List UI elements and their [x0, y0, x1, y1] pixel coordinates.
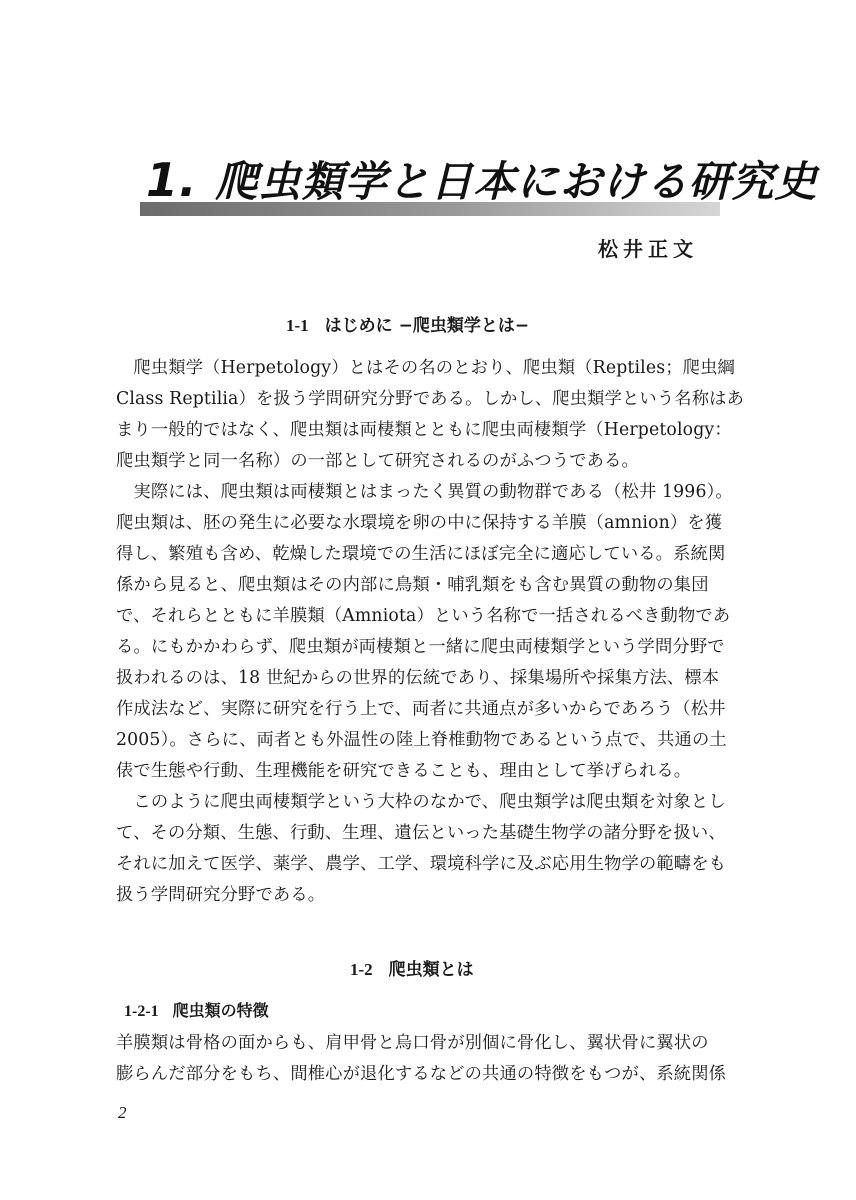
body-line: それに加えて医学、薬学、農学、工学、環境科学に及ぶ応用生物学の範疇をも — [116, 854, 727, 874]
section-number: 1-2 — [350, 960, 373, 979]
body-line: このように爬虫両棲類学という大枠のなかで、爬虫類学は爬虫類を対象とし — [116, 792, 726, 812]
page-number: 2 — [118, 1103, 127, 1122]
section-number: 1-1 — [286, 316, 309, 335]
body-line: 実際には、爬虫類は両棲類とはまったく異質の動物群である（松井 1996）。 — [116, 482, 733, 502]
body-line: 爬虫類学（Herpetology）とはその名のとおり、爬虫類（Reptiles；爬虫綱 — [116, 358, 735, 378]
chapter-title-text: 爬虫類学と日本における研究史 — [215, 157, 818, 206]
chapter-title — [146, 152, 818, 210]
body-line: 得し、繁殖も含め、乾燥した環境での生活にほぼ完全に適応している。系統関 — [116, 544, 726, 564]
subsection-number: 1-2-1 — [124, 1003, 159, 1020]
section-heading-1-2 — [350, 958, 474, 982]
section-heading-1-1 — [286, 314, 529, 338]
body-line: る。にもかかわらず、爬虫類が両棲類と一緒に爬虫両棲類学という学問分野で — [116, 637, 725, 657]
body-line: 2005）。さらに、両者とも外温性の陸上脊椎動物であるという点で、共通の土 — [116, 730, 727, 750]
body-line: で、それらとともに羊膜類（Amniota）という名称で一括されるべき動物であ — [116, 606, 731, 626]
section-title: 爬虫類とは — [388, 960, 474, 980]
section-title: はじめに −爬虫類学とは− — [324, 316, 530, 336]
body-line: Class Reptilia）を扱う学問研究分野である。しかし、爬虫類学という名称はあ — [116, 389, 745, 409]
body-line: 作成法など、実際に研究を行う上で、両者に共通点が多いからであろう（松井 — [116, 699, 726, 719]
subsection-title: 爬虫類の特徴 — [172, 1001, 269, 1020]
body-line: 爬虫類学と同一名称）の一部として研究されるのがふつうである。 — [116, 451, 639, 471]
body-line: 爬虫類は、胚の発生に必要な水環境を卵の中に保持する羊膜（amnion）を獲 — [116, 513, 723, 533]
body-line: 膨らんだ部分をもち、間椎心が退化するなどの共通の特徴をもつが、系統関係 — [116, 1064, 727, 1084]
author-name: 松井正文 — [598, 237, 698, 261]
body-line: 扱われるのは、18 世紀からの世界的伝統であり、採集場所や採集方法、標本 — [116, 668, 720, 688]
body-line: 俵で生態や行動、生理機能を研究できることも、理由として挙げられる。 — [116, 761, 692, 781]
subsection-heading-1-2-1 — [124, 999, 269, 1024]
body-line: 係から見ると、爬虫類はその内部に鳥類・哺乳類をも含む異質の動物の集団 — [116, 575, 709, 595]
body-line: まり一般的ではなく、爬虫類は両棲類とともに爬虫両棲類学（Herpetology： — [116, 420, 732, 440]
chapter-number: 1. — [146, 153, 198, 207]
body-line: 扱う学問研究分野である。 — [116, 885, 326, 905]
body-line: 羊膜類は骨格の面からも、肩甲骨と烏口骨が別個に骨化し、翼状骨に翼状の — [116, 1033, 709, 1053]
body-line: て、その分類、生態、行動、生理、遺伝といった基礎生物学の諸分野を扱い、 — [116, 823, 726, 843]
chapter-title-block — [140, 150, 818, 220]
